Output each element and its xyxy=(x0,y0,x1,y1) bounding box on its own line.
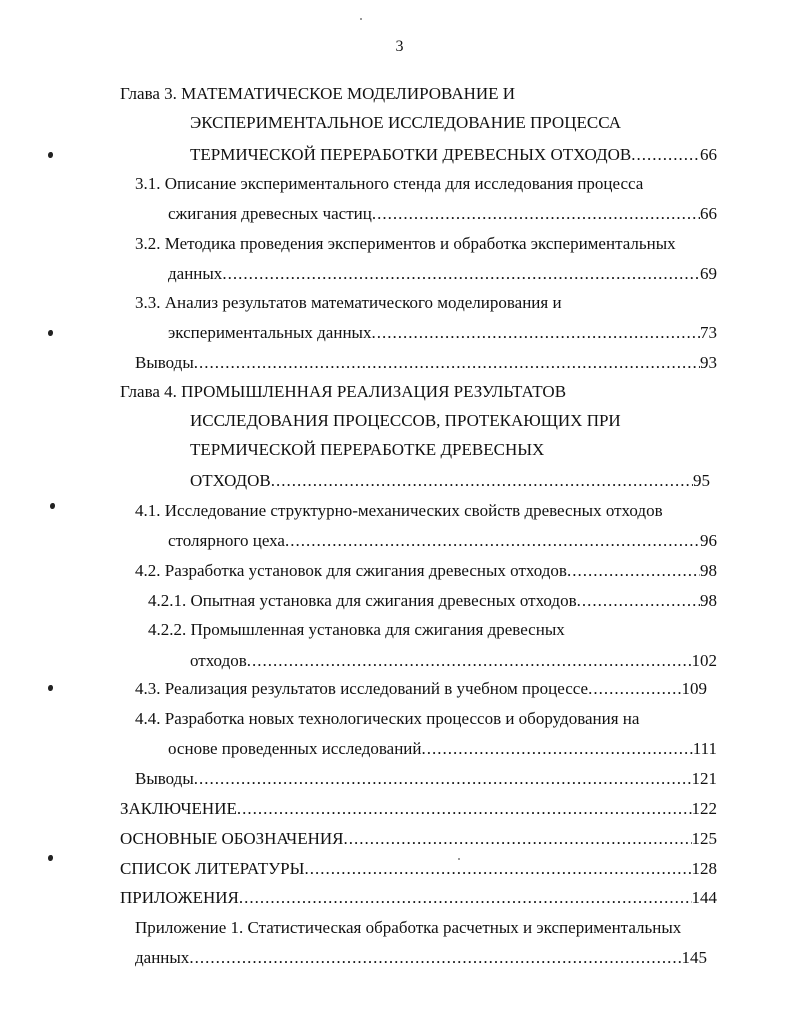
toc-entry-section-4-1 xyxy=(168,529,717,553)
leader-dots xyxy=(222,262,700,286)
toc-entry-chapter-3 xyxy=(190,143,717,167)
toc-entry-conclusion xyxy=(120,797,717,821)
toc-section-4-2-2: 4.2.2. Промышленная установка для сжигания древесных xyxy=(148,620,565,639)
toc-entry-text: ПРИЛОЖЕНИЯ xyxy=(120,888,239,907)
toc-chapter-4-title: Глава 4. ПРОМЫШЛЕННАЯ РЕАЛИЗАЦИЯ РЕЗУЛЬТАТОВ xyxy=(120,382,567,401)
toc-page-ref: 125 xyxy=(691,829,717,848)
leader-dots xyxy=(567,559,700,583)
toc-entry-text: ЗАКЛЮЧЕНИЕ xyxy=(120,799,237,818)
leader-dots xyxy=(343,827,691,851)
leader-dots xyxy=(194,351,700,375)
toc-section-3-1: 3.1. Описание экспериментального стенда для исследования процесса xyxy=(135,174,644,193)
toc-chapter-3-title-cont: ЭКСПЕРИМЕНТАЛЬНОЕ ИССЛЕДОВАНИЕ ПРОЦЕССА xyxy=(190,113,621,132)
toc-entry-notation xyxy=(120,827,717,851)
toc-chapter-3-title: Глава 3. МАТЕМАТИЧЕСКОЕ МОДЕЛИРОВАНИЕ И xyxy=(120,84,516,103)
toc-entry-text: СПИСОК ЛИТЕРАТУРЫ xyxy=(120,859,305,878)
toc-entry-text: ОСНОВНЫЕ ОБОЗНАЧЕНИЯ xyxy=(120,829,344,848)
toc-page-ref: 66 xyxy=(700,204,717,223)
toc-entry-appendices xyxy=(120,886,717,910)
toc-appendix-1: Приложение 1. Статистическая обработка расчетных и экспериментальных xyxy=(135,918,682,937)
toc-page-ref: 96 xyxy=(700,531,717,550)
toc-page-ref: 128 xyxy=(691,859,717,878)
toc-chapter-4-title-cont: ИССЛЕДОВАНИЯ ПРОЦЕССОВ, ПРОТЕКАЮЩИХ ПРИ xyxy=(190,411,621,430)
toc-entry-text: 4.2.1. Опытная установка для сжигания древесных отходов xyxy=(148,591,577,610)
toc-entry-text: Выводы xyxy=(135,769,194,788)
toc-entry-section-4-2-1 xyxy=(148,589,717,613)
binding-mark xyxy=(48,330,53,336)
toc-chapter-4-title-cont-2: ТЕРМИЧЕСКОЙ ПЕРЕРАБОТКЕ ДРЕВЕСНЫХ xyxy=(190,440,545,459)
toc-section-4-1: 4.1. Исследование структурно-механических свойств древесных отходов xyxy=(135,501,663,520)
leader-dots xyxy=(371,321,700,345)
leader-dots xyxy=(247,649,692,673)
scan-speck xyxy=(458,858,460,860)
toc-section-4-4: 4.4. Разработка новых технологических процессов и оборудования на xyxy=(135,709,640,728)
toc-page-ref: 69 xyxy=(700,264,717,283)
binding-mark xyxy=(48,685,53,691)
toc-entry-literature xyxy=(120,857,717,881)
toc-entry-text: отходов xyxy=(190,651,247,670)
leader-dots xyxy=(421,737,692,761)
leader-dots xyxy=(285,529,700,553)
leader-dots xyxy=(239,886,692,910)
leader-dots xyxy=(237,797,692,821)
page-number: 3 xyxy=(395,38,404,55)
binding-mark xyxy=(50,503,55,509)
toc-entry-chapter-4-conclusions xyxy=(135,767,717,791)
toc-entry-section-3-2 xyxy=(168,262,717,286)
leader-dots xyxy=(631,143,700,167)
toc-entry-section-4-4 xyxy=(168,737,717,761)
toc-page-ref: 144 xyxy=(691,888,717,907)
toc-page-ref: 93 xyxy=(700,353,717,372)
toc-entry-section-3-3 xyxy=(168,321,717,345)
toc-entry-text: сжигания древесных частиц xyxy=(168,204,372,223)
toc-page-ref: 73 xyxy=(700,323,717,342)
leader-dots xyxy=(304,857,691,881)
binding-mark xyxy=(48,152,53,158)
toc-entry-text: 4.2. Разработка установок для сжигания древесных отходов xyxy=(135,561,567,580)
toc-entry-section-4-2 xyxy=(135,559,717,583)
toc-page-ref: 66 xyxy=(700,145,717,164)
leader-dots xyxy=(189,946,681,970)
toc-page-ref: 121 xyxy=(691,769,717,788)
toc-page-ref: 98 xyxy=(700,561,717,580)
toc-entry-chapter-3-conclusions xyxy=(135,351,717,375)
toc-page-ref: 98 xyxy=(700,591,717,610)
toc-entry-chapter-4 xyxy=(190,469,710,493)
toc-page-ref: 122 xyxy=(691,799,717,818)
leader-dots xyxy=(271,469,693,493)
toc-page-ref: 95 xyxy=(693,471,710,490)
binding-mark xyxy=(48,855,53,861)
toc-entry-section-4-3 xyxy=(135,677,707,701)
scan-speck xyxy=(360,18,362,20)
toc-entry-text: столярного цеха xyxy=(168,531,285,550)
leader-dots xyxy=(588,677,681,701)
toc-entry-section-3-1 xyxy=(168,202,717,226)
leader-dots xyxy=(372,202,700,226)
toc-section-3-2: 3.2. Методика проведения экспериментов и обработка экспериментальных xyxy=(135,234,676,253)
toc-page-ref: 145 xyxy=(681,948,707,967)
toc-entry-text: основе проведенных исследований xyxy=(168,739,422,758)
toc-entry-text: ОТХОДОВ xyxy=(190,471,271,490)
toc-page-ref: 111 xyxy=(692,739,717,758)
toc-entry-text: ТЕРМИЧЕСКОЙ ПЕРЕРАБОТКИ ДРЕВЕСНЫХ ОТХОДОВ xyxy=(190,145,632,164)
leader-dots xyxy=(194,767,692,791)
toc-page-ref: 102 xyxy=(691,651,717,670)
toc-entry-section-4-2-2 xyxy=(190,649,717,673)
toc-entry-text: Выводы xyxy=(135,353,194,372)
toc-entry-text: экспериментальных данных xyxy=(168,323,372,342)
leader-dots xyxy=(577,589,700,613)
toc-section-3-3: 3.3. Анализ результатов математического моделирования и xyxy=(135,293,562,312)
toc-page-ref: 109 xyxy=(681,679,707,698)
toc-entry-text: данных xyxy=(135,948,190,967)
toc-entry-text: данных xyxy=(168,264,223,283)
toc-entry-text: 4.3. Реализация результатов исследований в учебном процессе xyxy=(135,679,589,698)
toc-entry-appendix-1 xyxy=(135,946,707,970)
